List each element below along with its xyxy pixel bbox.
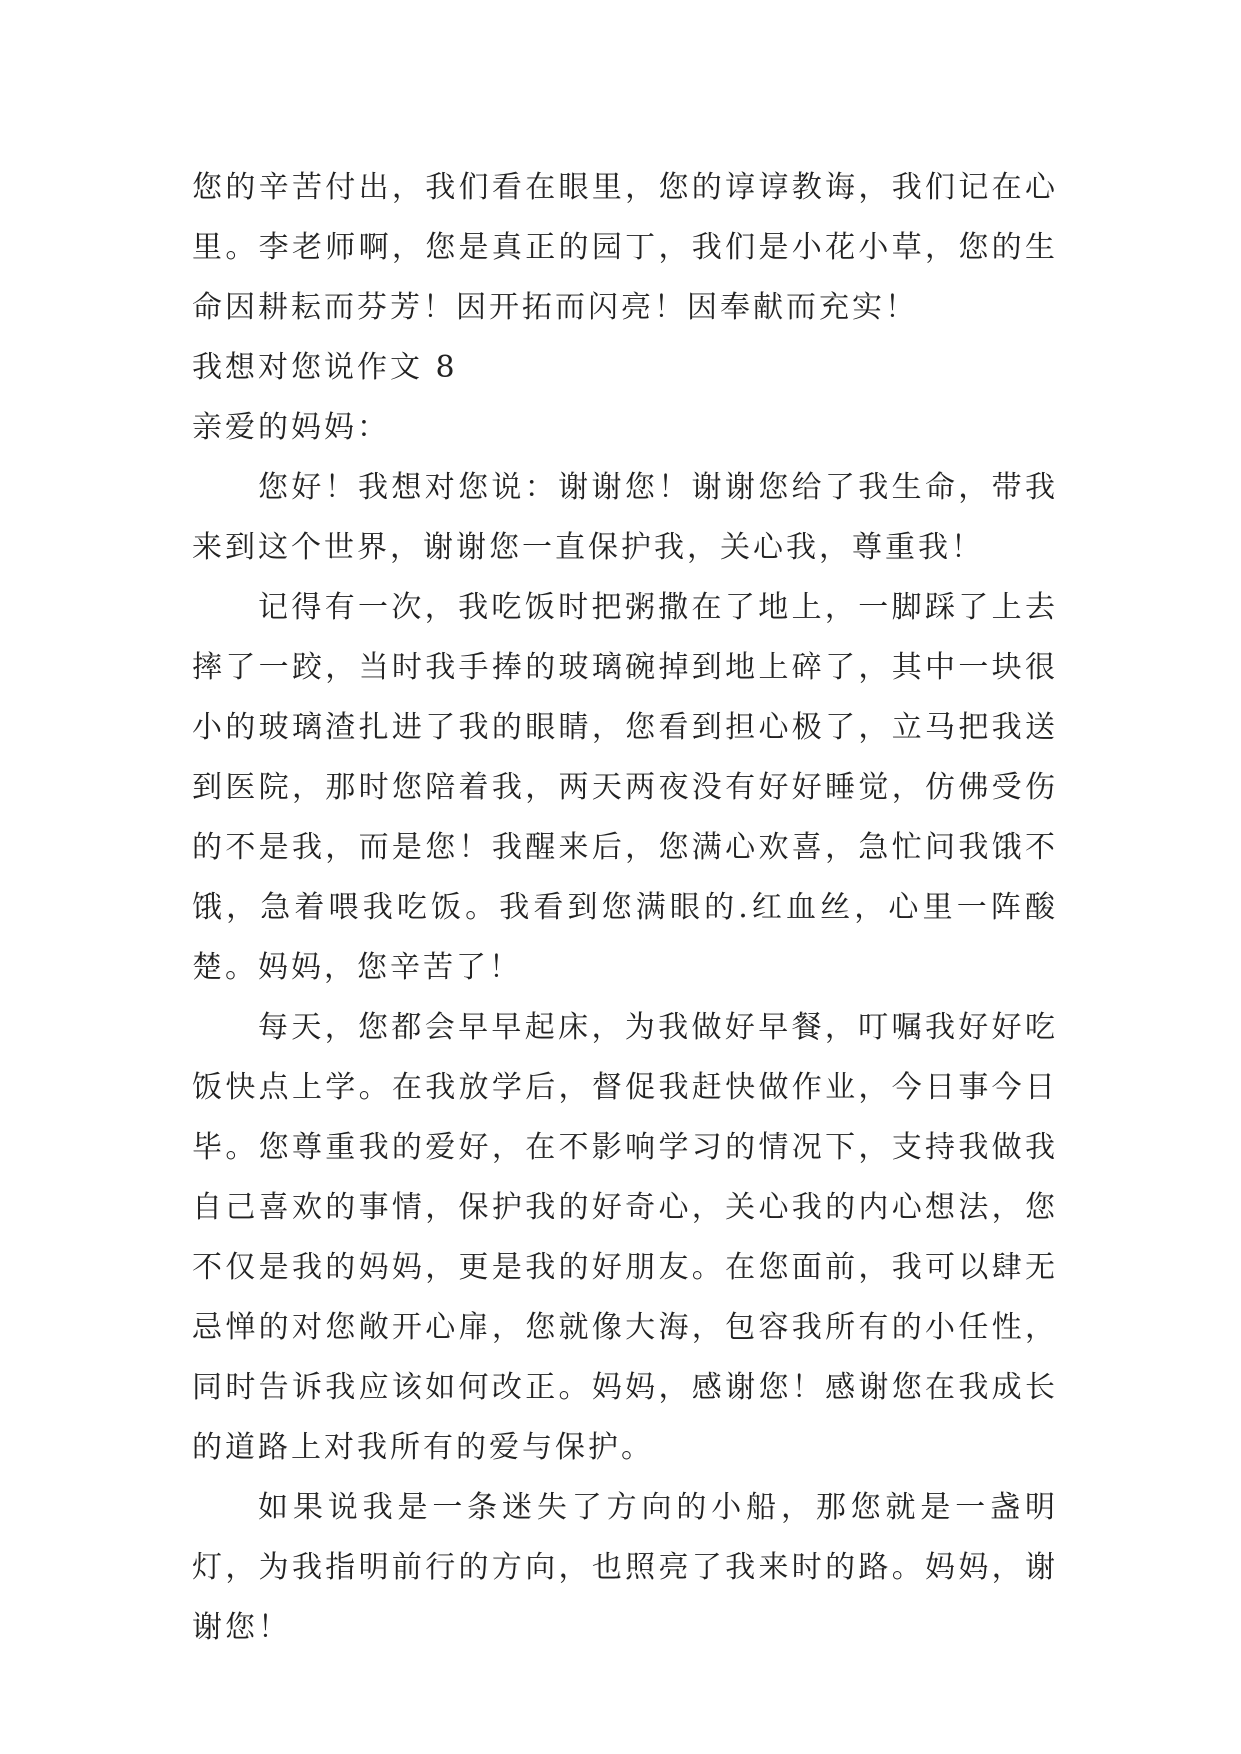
document-body (192, 158, 1058, 1658)
paragraph-body-2: 记得有一次，我吃饭时把粥撒在了地上，一脚踩了上去摔了一跤，当时我手捧的玻璃碗掉到地上碎了，其中一块很小的玻璃渣扎进了我的眼睛，您看到担心极了，立马把我送到医院，那时您陪着我，两天两夜没有好好睡觉，仿佛受伤的不是我，而是您！我醒来后，您满心欢喜，急忙问我饿不饿，急着喂我吃饭。我看到您满眼的.红血丝，心里一阵酸楚。妈妈，您辛苦了！ (192, 590, 1058, 985)
paragraph-body-1: 您好！我想对您说：谢谢您！谢谢您给了我生命，带我来到这个世界，谢谢您一直保护我，关心我，尊重我！ (192, 470, 1058, 565)
essay-heading: 我想对您说作文 8 (192, 350, 458, 385)
salutation: 亲爱的妈妈： (192, 410, 390, 445)
paragraph-body-4: 如果说我是一条迷失了方向的小船，那您就是一盏明灯，为我指明前行的方向，也照亮了我来时的路。妈妈，谢谢您！ (192, 1490, 1058, 1645)
paragraph-continuation: 您的辛苦付出，我们看在眼里，您的谆谆教诲，我们记在心里。李老师啊，您是真正的园丁，我们是小花小草，您的生命因耕耘而芬芳！因开拓而闪亮！因奉献而充实！ (192, 170, 1058, 325)
paragraph-body-3: 每天，您都会早早起床，为我做好早餐，叮嘱我好好吃饭快点上学。在我放学后，督促我赶快做作业，今日事今日毕。您尊重我的爱好，在不影响学习的情况下，支持我做我自己喜欢的事情，保护我的好奇心，关心我的内心想法，您不仅是我的妈妈，更是我的好朋友。在您面前，我可以肆无忌惮的对您敞开心扉，您就像大海，包容我所有的小任性，同时告诉我应该如何改正。妈妈，感谢您！感谢您在我成长的道路上对我所有的爱与保护。 (192, 1010, 1058, 1465)
